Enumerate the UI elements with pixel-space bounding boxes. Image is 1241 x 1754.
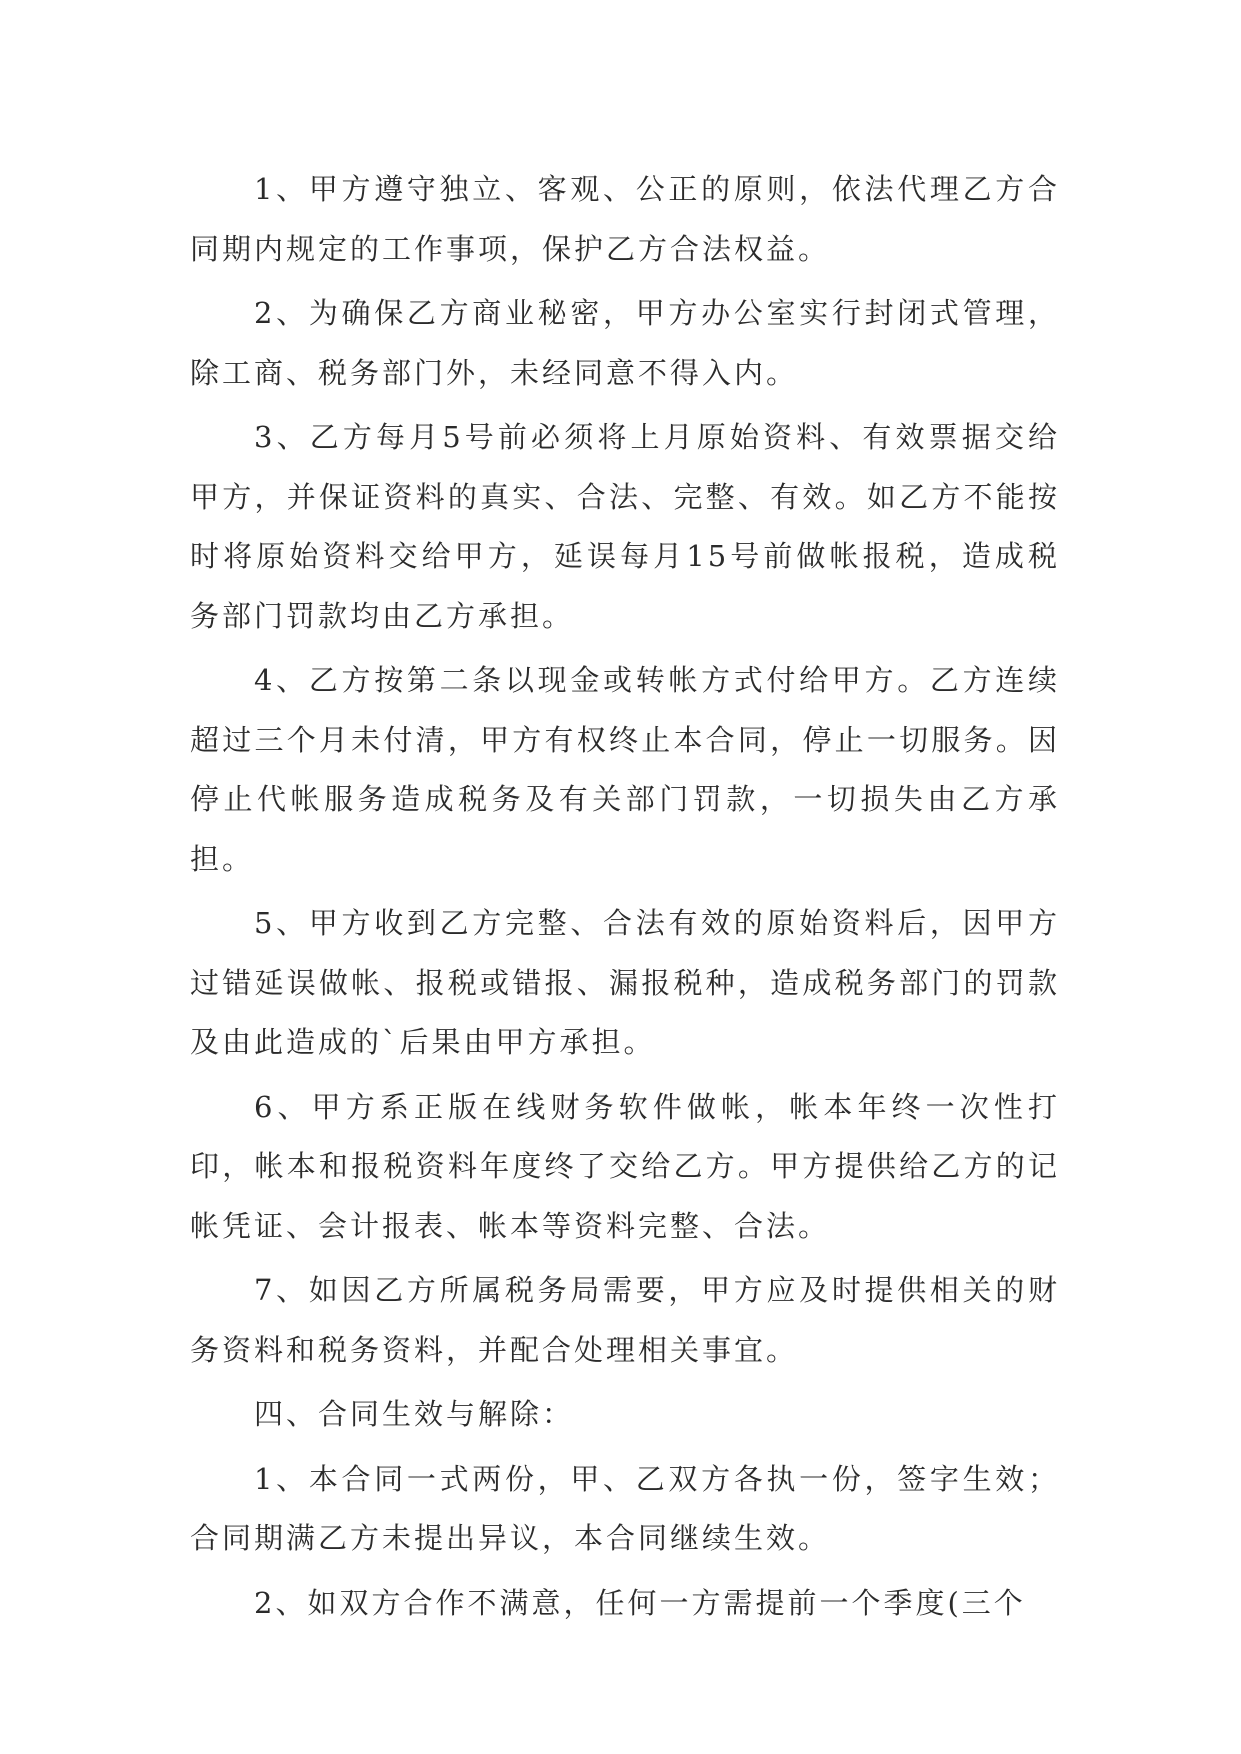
section-heading: 四、合同生效与解除： — [254, 1397, 575, 1431]
clause-5: 5、甲方收到乙方完整、合法有效的原始资料后，因甲方过错延误做帐、报税或错报、漏报税种，造成税务部门的罚款及由此造成的`后果由甲方承担。 — [190, 906, 1060, 1059]
section-clause-1: 1、本合同一式两份，甲、乙双方各执一份，签字生效；合同期满乙方未提出异议，本合同继续生效。 — [190, 1461, 1060, 1555]
section-clause-2: 2、如双方合作不满意，任何一方需提前一个季度(三个 — [254, 1585, 1026, 1620]
clause-1: 1、甲方遵守独立、客观、公正的原则，依法代理乙方合同期内规定的工作事项，保护乙方合法权益。 — [190, 172, 1060, 266]
clause-3: 3、乙方每月5号前必须将上月原始资料、有效票据交给甲方，并保证资料的真实、合法、完整、有效。如乙方不能按时将原始资料交给甲方，延误每月15号前做帐报税，造成税务部门罚款均由乙方承担。 — [190, 420, 1060, 633]
clause-2: 2、为确保乙方商业秘密，甲方办公室实行封闭式管理，除工商、税务部门外，未经同意不得入内。 — [190, 296, 1060, 390]
clause-4: 4、乙方按第二条以现金或转帐方式付给甲方。乙方连续超过三个月未付清，甲方有权终止本合同，停止一切服务。因停止代帐服务造成税务及有关部门罚款，一切损失由乙方承担。 — [190, 663, 1060, 876]
clause-6: 6、甲方系正版在线财务软件做帐，帐本年终一次性打印，帐本和报税资料年度终了交给乙方。甲方提供给乙方的记帐凭证、会计报表、帐本等资料完整、合法。 — [190, 1089, 1060, 1243]
document-page — [190, 160, 1060, 1638]
clause-7: 7、如因乙方所属税务局需要，甲方应及时提供相关的财务资料和税务资料，并配合处理相关事宜。 — [190, 1273, 1060, 1367]
